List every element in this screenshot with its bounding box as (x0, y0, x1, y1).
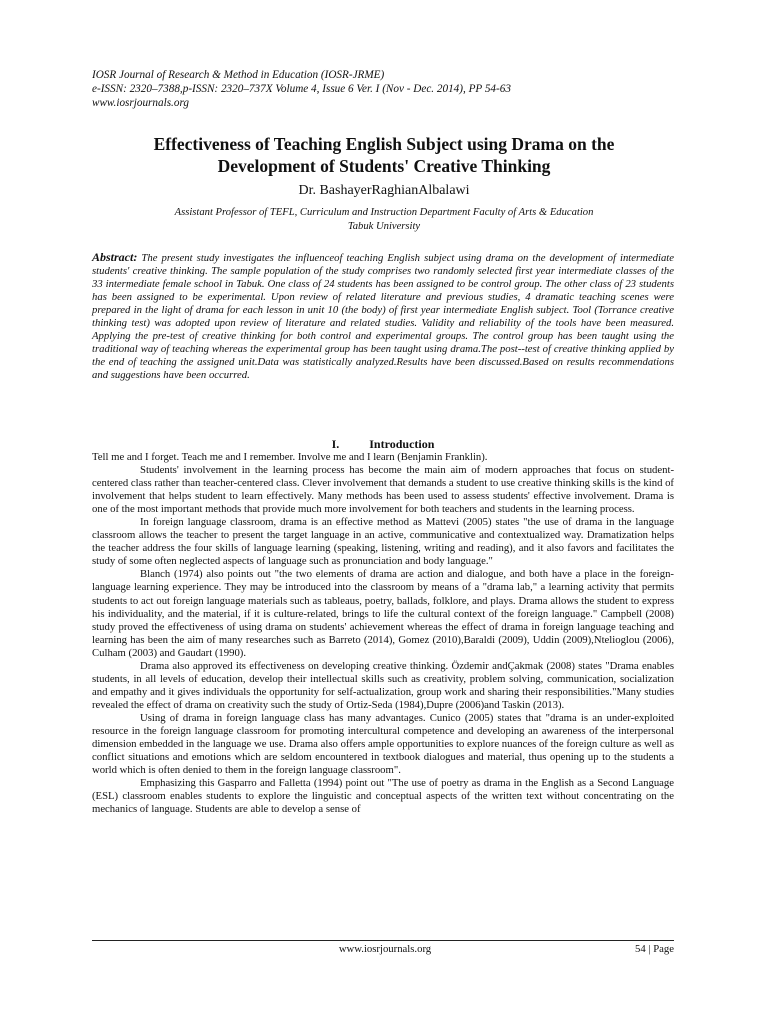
journal-name: IOSR Journal of Research & Method in Education (IOSR-JRME) (92, 69, 385, 81)
abstract (92, 251, 674, 382)
paper-title-line-2: Development of Students' Creative Thinking (217, 156, 551, 176)
journal-url: www.iosrjournals.org (92, 97, 189, 109)
epigraph: Tell me and I forget. Teach me and I remember. Involve me and I learn (Benjamin Franklin). (92, 451, 488, 463)
abstract-label: Abstract: (92, 250, 138, 264)
paragraph: Drama also approved its effectiveness on developing creative thinking. Özdemir andÇakmak (2008) states "Drama enables students, in all levels of education, develop their intellectual skills such as creativity, problem solving, communication, socialization and empathy and it gives individuals the opportunity for self-actualization, group work and sharing their responsibilities."Many studies revealed the effect of drama on creativity such the study of Ortiz-Seda (1984),Dupre (2006)and Taskin (2013). (92, 659, 674, 711)
paragraph: Blanch (1974) also points out "the two elements of drama are action and dialogue, and both have a place in the foreign-language learning experience. They may be introduced into the classroom by means of a "drama lab," a learning activity that permits students to act out foreign language materials such as tableaus, poetry, ballads, folklore, and plays. Drama allows the student to express his individuality, and the material, if it is culture-related, brings to life the cultural context of the foreign language." Campbell (2008) study proved the effectiveness of using drama on students' achievement whereas the effect of drama in foreign language teaching and learning has been the aim of many researches such as Barreto (2014), Gomez (2010),Baraldi (2009), Uddin (2009),Ntelioglou (2006), Culham (2003) and Gaudart (1990). (92, 568, 674, 659)
paper-title-line-1: Effectiveness of Teaching English Subject using Drama on the (153, 134, 615, 154)
author-name: Dr. BashayerRaghianAlbalawi (298, 183, 470, 198)
abstract-text: The present study investigates the influenceof teaching English subject using drama on the development of intermediate students' creative thinking. The sample population of the study comprises two randomly selected first year intermediate classes of the 33 intermediate female school in Tabuk. One class of 24 students has been assigned to be control group. The other class of 23 students has been assigned to be experimental. Upon review of related literature and previous studies, 4 dramatic teaching scenes were prepared in the light of drama for each lesson in unit 10 (the body) of first year intermediate English subject. Tool (Torrance creative thinking test) was adopted upon review of literature and related studies. Validity and reliability of the tools have been measured. Applying the pre-test of creative thinking for both control and experimental groups. The control group has been taught using the traditional way of teaching whereas the experimental group has been taught using drama.The post--test of creative thinking applied by the end of teaching the assigned unit.Data was statistically analyzed.Results have been discussed.Based on results recommendations and suggestions have been occurred. (92, 252, 674, 382)
body-text (92, 451, 674, 816)
paragraph: In foreign language classroom, drama is an effective method as Mattevi (2005) states "the use of drama in the language classroom allows the teacher to present the target language in an active, communicative and contextualized way. Dramatization helps the teacher address the four skills of language learning (speaking, listening, writing and reading), and it also favors and facilitates the study of some often neglected aspects of language such as pronunciation and body language." (92, 516, 674, 568)
affiliation-line-2: Tabuk University (347, 221, 421, 232)
journal-issn: e-ISSN: 2320–7388,p-ISSN: 2320–737X Volume 4, Issue 6 Ver. I (Nov - Dec. 2014), PP 54-63 (92, 83, 511, 95)
paragraph: Students' involvement in the learning process has become the main aim of modern approaches that focus on student-centered class rather than teacher-centered class. Clever involvement that demands a student to use creative thinking skills is the kind of involvement that helps student to learn effectively. Many methods has been used to assess students' effective involvement. Drama is one of the most important methods that provide much more involvement for both teachers and students in the learning process. (92, 464, 674, 516)
paragraph: Using of drama in foreign language class has many advantages. Cunico (2005) states that "drama is an under-exploited resource in the foreign language classroom for promoting intercultural competence and developing an awareness of the interpersonal dimension embedded in the language we use. Drama also offers ample opportunities to explore nuances of the foreign culture as well as conflict situations and emotions which are seldom encountered in textbook dialogues and material, thus opening up to the students a world which is often denied to them in the foreign language classroom". (92, 711, 674, 777)
journal-header (92, 68, 692, 110)
section-heading (92, 436, 674, 452)
section-number: I. (331, 437, 340, 451)
affiliation-line-1: Assistant Professor of TEFL, Curriculum and Instruction Department Faculty of Arts & Education (174, 207, 594, 218)
page-number: 54 | Page (635, 943, 674, 955)
paper-title (80, 133, 688, 177)
footer-divider (92, 940, 674, 941)
paragraph: Emphasizing this Gasparro and Falletta (1994) point out "The use of poetry as drama in the English as a Second Language (ESL) classroom enables students to explore the linguistic and conceptual aspects of the written text without concentrating on the mechanics of language. Students are able to develop a sense of (92, 777, 674, 816)
section-title: Introduction (369, 437, 435, 451)
footer-url: www.iosrjournals.org (338, 943, 432, 955)
author-affiliation (80, 206, 688, 234)
